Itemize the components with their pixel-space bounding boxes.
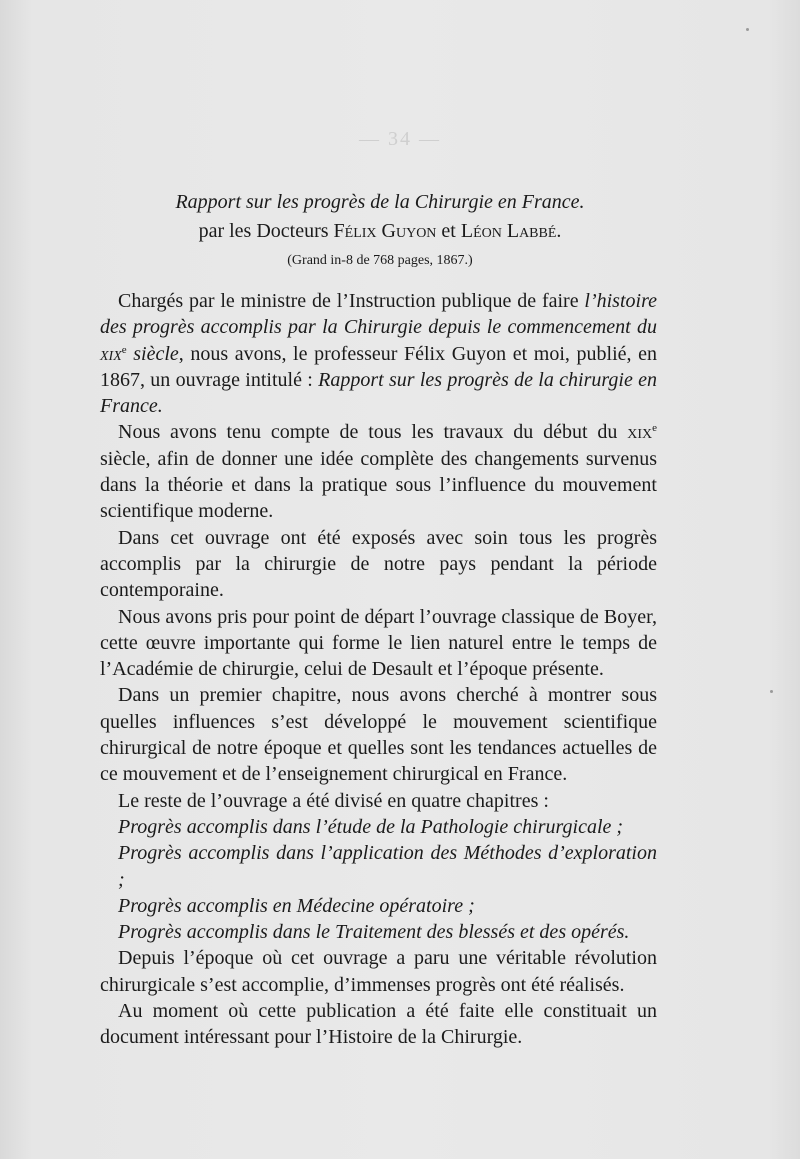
paragraph-8: Au moment où cette publication a été faite elle constituait un document intéressant pour l’Histoire de la Chirurgie. (100, 1000, 657, 1049)
publication-format: (Grand in-8 de 768 pages, 1867.) (287, 253, 473, 268)
paragraph-1-text-c: siècle (126, 342, 179, 365)
chapter-item: Progrès accomplis dans le Traitement des blessés et des opérés. (118, 921, 630, 944)
paragraph-2-text-b: siècle, afin de donner une idée complète des changements survenus dans la théorie et dans la pratique sous l’influence du mouvement scientifique moderne. (100, 447, 657, 523)
chapter-item: Progrès accomplis en Médecine opératoire ; (118, 894, 475, 917)
authors-prefix: par les Docteurs (198, 220, 334, 242)
paragraph-1 (100, 288, 657, 419)
paragraph-2-text-a: Nous avons tenu compte de tous les travaux du début du (118, 421, 628, 444)
paragraph-5: Dans un premier chapitre, nous avons cherché à montrer sous quelles influences s’est développé le mouvement scientifique chirurgical de notre époque et quelles sont les tendances actuelles de ce mouvement et de l’enseignement chirurgical en France. (100, 684, 657, 786)
paper-speck (746, 28, 749, 31)
author-guyon: Félix Guyon (333, 220, 437, 242)
publication-title: Rapport sur les progrès de la Chirurgie en France. (175, 191, 585, 213)
faint-page-number: — 34 — (359, 128, 441, 150)
paragraph-2 (100, 419, 657, 524)
publication-authors (100, 216, 660, 246)
paragraph-7: Depuis l’époque où cet ouvrage a paru une véritable révolution chirurgicale s’est accomplie, d’immenses progrès ont été réalisés. (100, 947, 657, 996)
paper-speck (770, 690, 773, 693)
century-superscript: e (121, 343, 127, 356)
century-numeral: xix (100, 342, 122, 365)
paragraph-1-text-a: Chargés par le ministre de l’Instruction publique de faire (118, 290, 585, 312)
authors-join: et (436, 220, 461, 242)
paragraph-1-text-d: , nous avons, le professeur Félix Guyon et moi, publié, en 1867, un ouvrage intitulé : (100, 342, 657, 391)
publication-header (100, 188, 660, 276)
century-superscript: e (652, 422, 657, 435)
century-numeral: xix (627, 421, 653, 444)
paragraph-1-text-b: l’histoire des progrès accomplis par la Chirurgie depuis le commencement du (100, 290, 657, 339)
paragraph-6: Le reste de l’ouvrage a été divisé en quatre chapitres : (118, 789, 549, 812)
paragraph-4: Nous avons pris pour point de départ l’ouvrage classique de Boyer, cette œuvre importante qui forme le lien naturel entre le temps de l’Académie de chirurgie, celui de Desault et l’époque présente. (100, 605, 657, 681)
body-text (100, 288, 657, 1051)
paragraph-1-text-e: Rapport sur les progrès de la chirurgie en France. (100, 368, 657, 418)
chapter-item: Progrès accomplis dans l’application des Méthodes d’exploration ; (118, 842, 657, 891)
chapter-item: Progrès accomplis dans l’étude de la Pathologie chirurgicale ; (118, 815, 624, 838)
paragraph-3: Dans cet ouvrage ont été exposés avec soin tous les progrès accomplis par la chirurgie de notre pays pendant la période contemporaine. (100, 526, 657, 602)
author-labbe: Léon Labbé. (460, 220, 562, 242)
